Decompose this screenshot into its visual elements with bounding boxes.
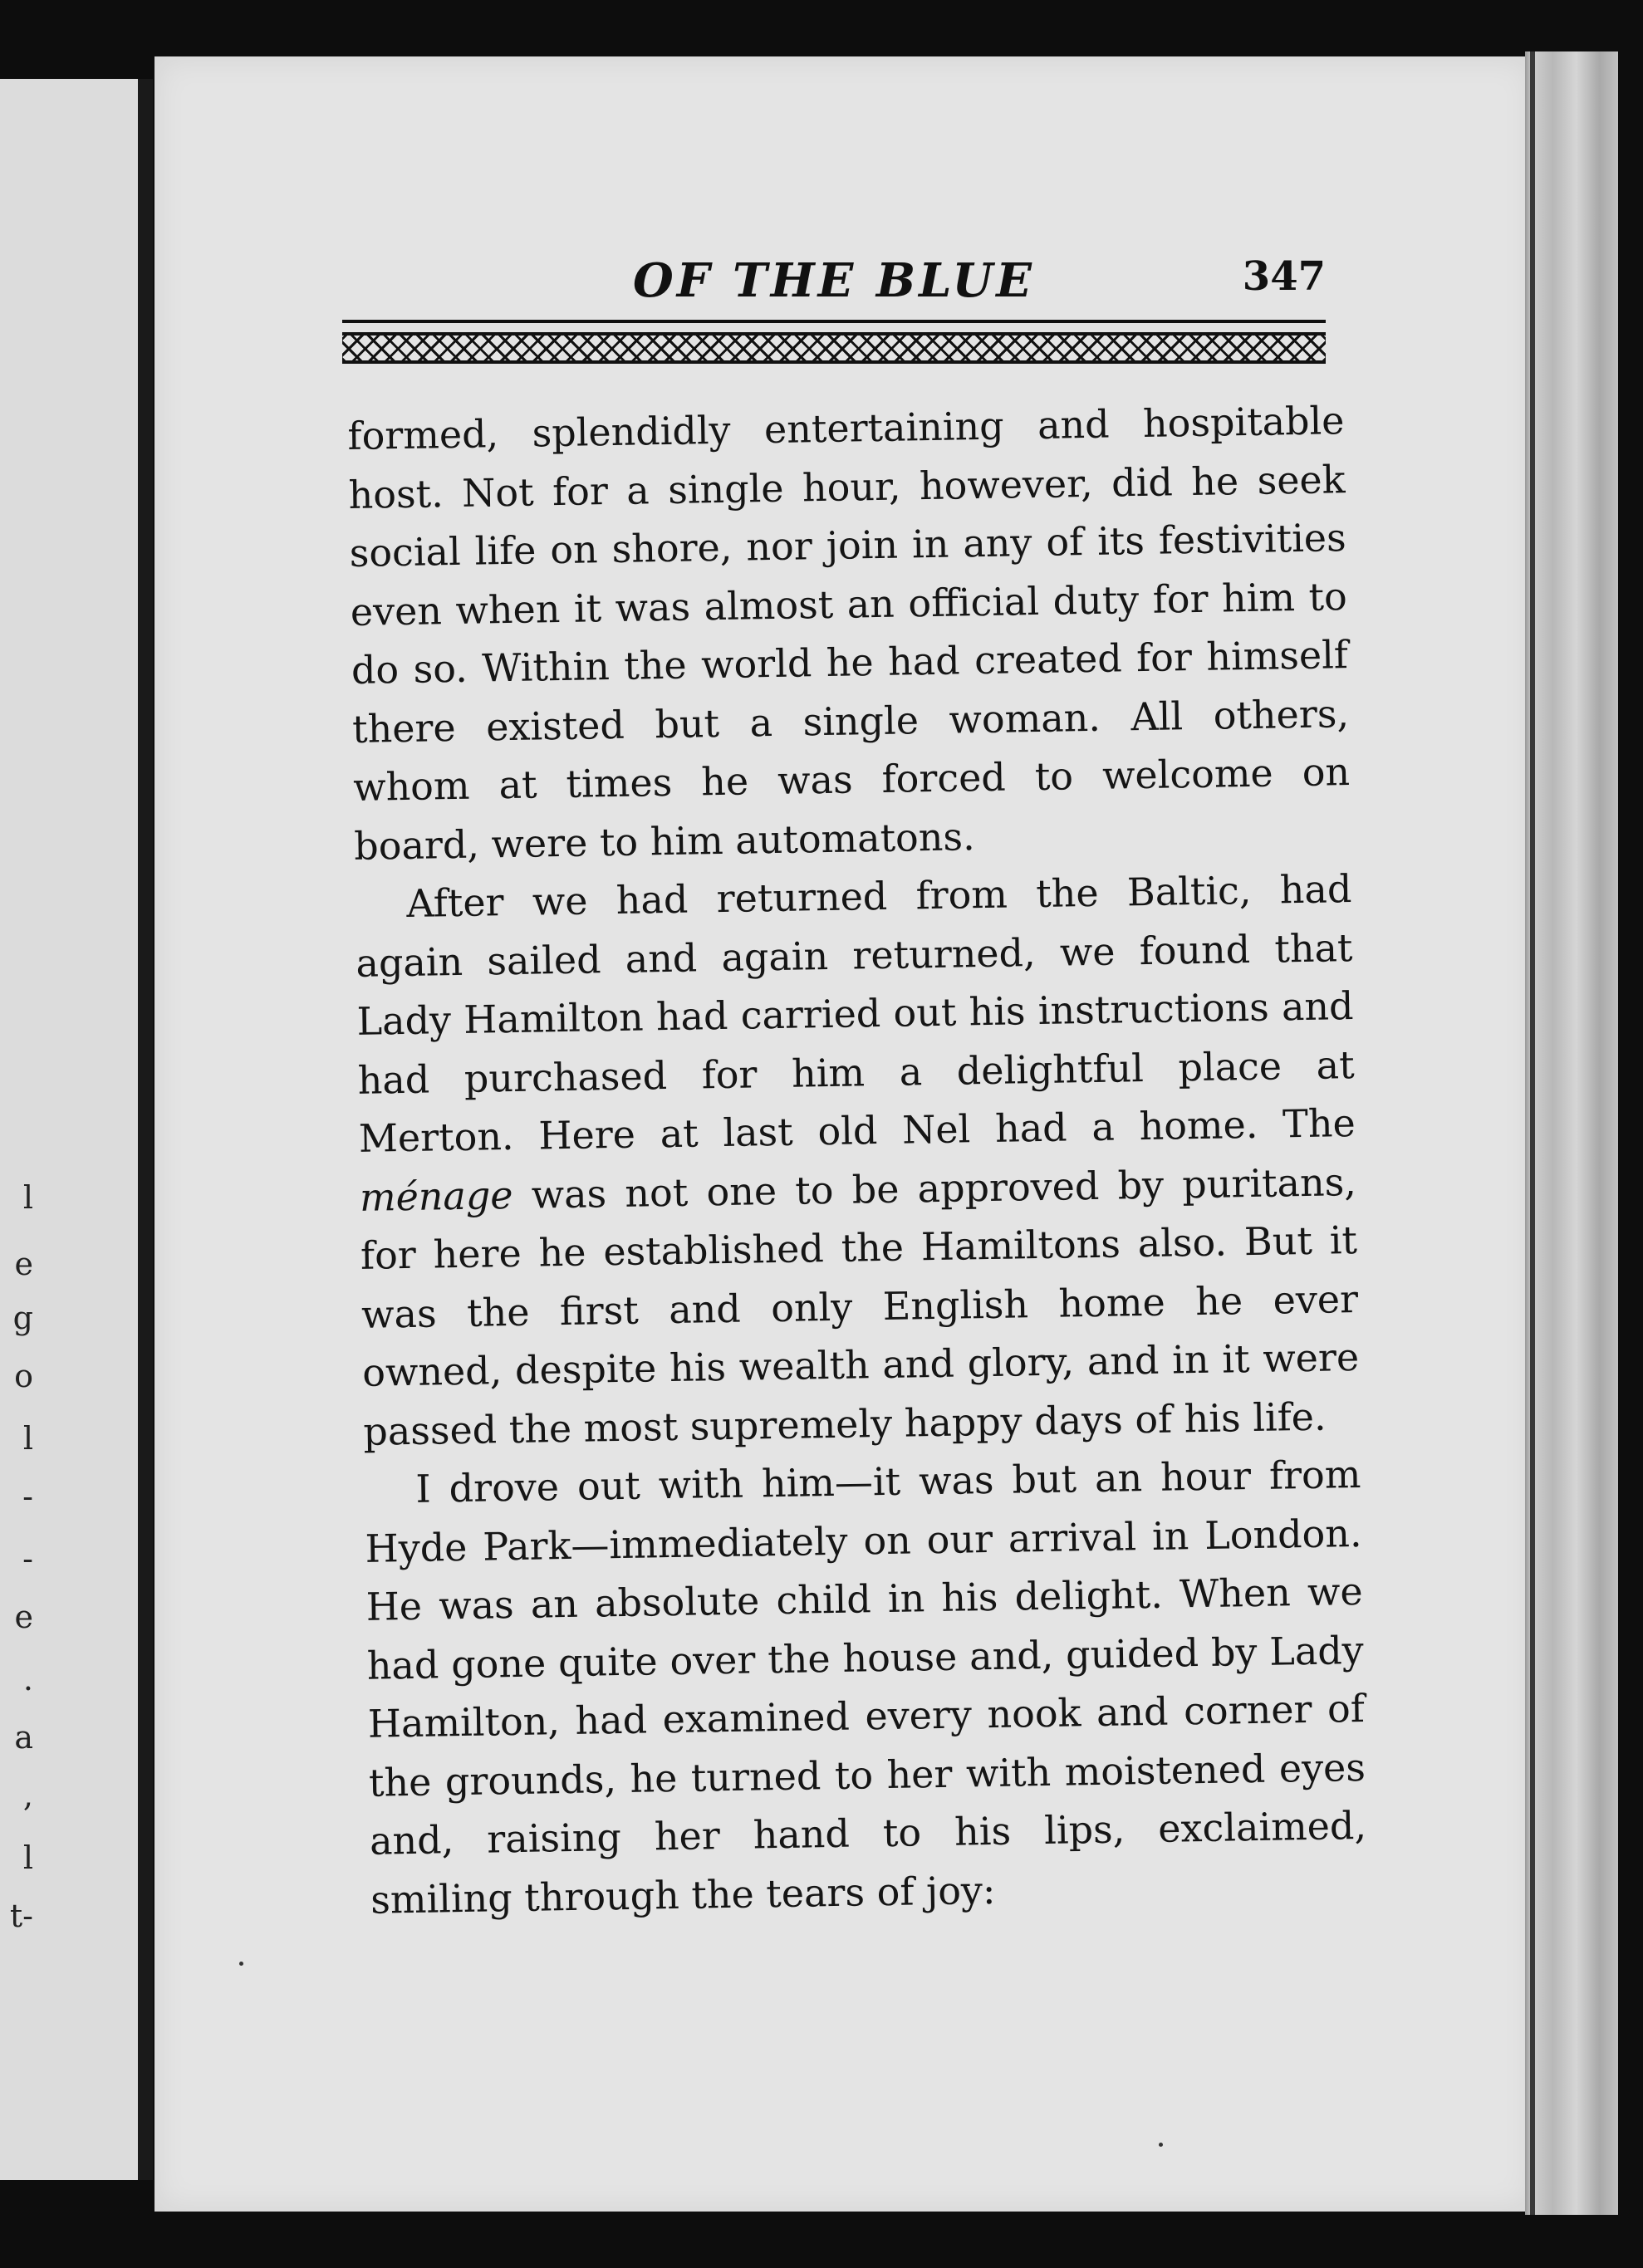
paper-speck (239, 1962, 243, 1966)
paragraph: I drove out with him—it was but an hour from Hyde Park—immediately on our arrival in London. He was an absolute child in his delight. When we had gone quite over the house and, guided by Lady Hamilton, had examined every nook and corner of the grounds, he turned to her with moistened eyes and, raising her hand to his lips, exclaimed, smiling through the tears of joy: (365, 1451, 1367, 1923)
page-header (342, 253, 1326, 311)
facing-page-fragment: t- (9, 1898, 33, 1934)
running-title: OF THE BLUE (633, 253, 1035, 308)
facing-page-edge (0, 79, 148, 2180)
facing-page-fragment: - (22, 1478, 33, 1515)
facing-page-fragment: - (22, 1541, 33, 1577)
facing-page-fragment: g (12, 1300, 33, 1336)
facing-page-fragment: a (14, 1719, 33, 1756)
facing-page-fragment: o (14, 1358, 33, 1394)
paragraph (355, 860, 1361, 1461)
facing-page-fragment: e (14, 1246, 33, 1282)
facing-page-fragment: l (22, 1839, 33, 1876)
facing-page-fragment: , (22, 1777, 33, 1814)
italic-word: ménage (359, 1172, 513, 1220)
paragraph-text: was not one to be approved by puritans, for here he established the Hamiltons also. But it was the first and only English home he ever owned, despite his wealth and glory, and in it were passed the most supremely happy days of his life. (360, 1158, 1360, 1454)
page-number: 347 (1242, 253, 1326, 300)
facing-page-fragment: . (22, 1661, 33, 1697)
book-gutter (138, 79, 153, 2180)
body-text (347, 391, 1368, 1929)
facing-page-fragment: l (22, 1179, 33, 1216)
ornamental-border (342, 332, 1326, 364)
paper-speck (1159, 2143, 1163, 2147)
facing-page-fragment: l (22, 1420, 33, 1457)
page-edge-shadow (1530, 51, 1535, 2215)
facing-page-fragment: e (14, 1599, 33, 1635)
header-rule (342, 320, 1326, 323)
paragraph-text: After we had returned from the Baltic, had again sailed and again returned, we found that Lady Hamilton had carried out his instructions and had purchased for him a delightful place at Merton. Here at last old Nel had a home. The (356, 866, 1356, 1161)
paragraph: formed, splendidly entertaining and hospitable host. Not for a single hour, however, did he seek social life on shore, nor join in any of its festivities even when it was almost an official duty for him to do so. Within the world he had created for himself there existed but a single woman. All others, whom at times he was forced to welcome on board, were to him automatons. (347, 398, 1351, 869)
page-block-edge (1525, 51, 1618, 2215)
